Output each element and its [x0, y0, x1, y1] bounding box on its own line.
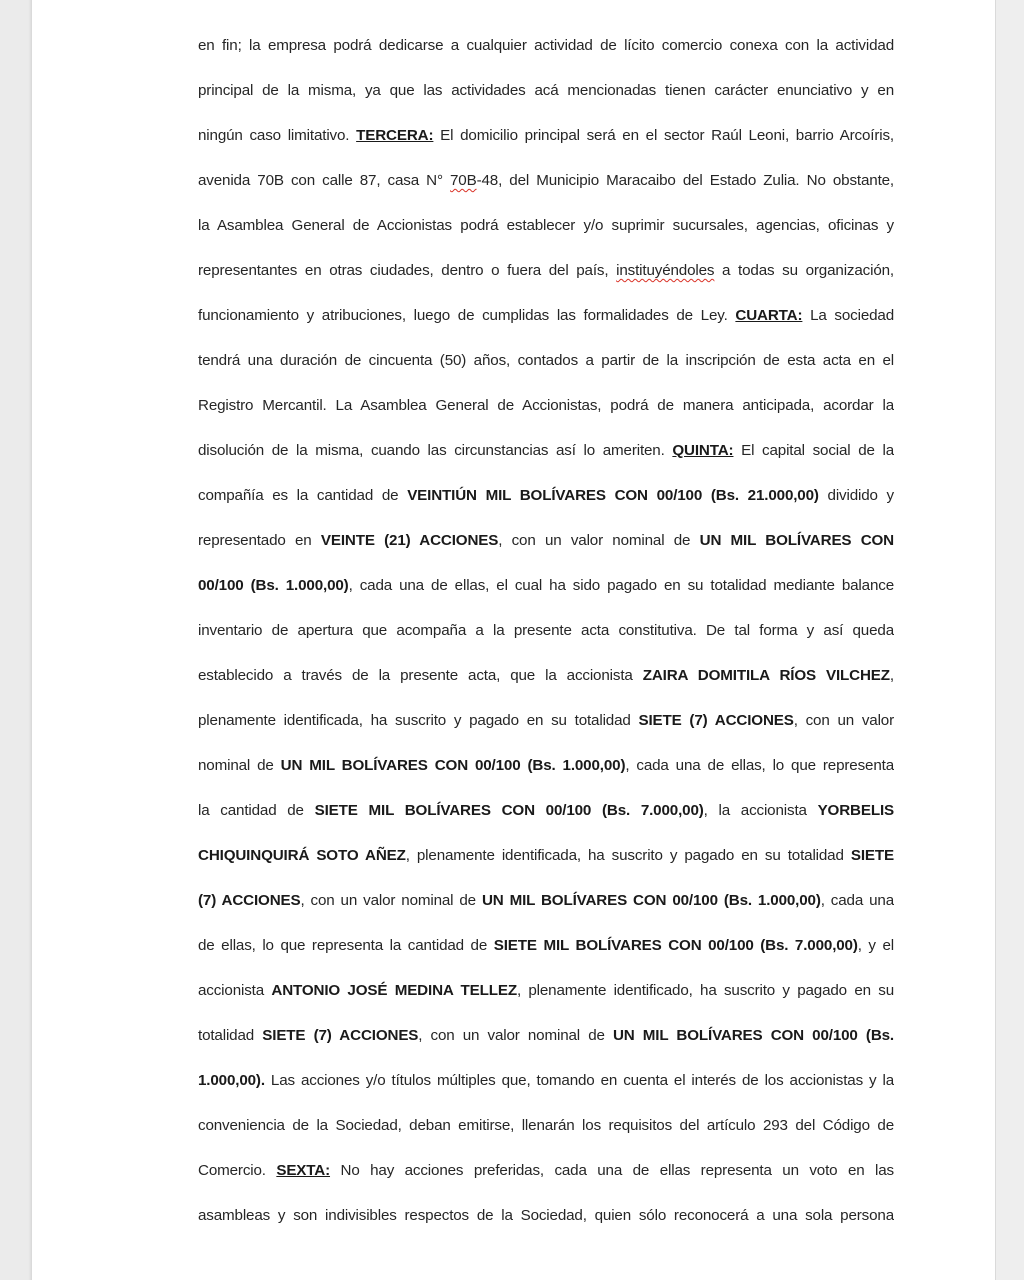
bold-text: SIETE (7) ACCIONES — [638, 712, 794, 729]
bold-text: YORBELIS — [817, 802, 894, 819]
bold-text: 00/100 (Bs. 1.000,00) — [198, 577, 349, 594]
text-segment: asambleas y son indivisibles respectos de la Sociedad, quien sólo reconocerá a una sola persona — [198, 1207, 894, 1224]
text-segment: La sociedad — [802, 307, 894, 324]
bold-text: ZAIRA DOMITILA RÍOS VILCHEZ — [642, 667, 890, 684]
bold-text: 1.000,00). — [198, 1072, 265, 1089]
text-line — [198, 211, 894, 256]
text-segment: compañía es la cantidad de — [198, 487, 408, 504]
text-segment: , y el — [857, 937, 894, 954]
text-line — [198, 76, 894, 121]
text-segment: totalidad — [198, 1027, 263, 1044]
bold-text: SIETE (7) ACCIONES — [262, 1027, 419, 1044]
text-line — [198, 346, 894, 391]
bold-text: (7) ACCIONES — [198, 892, 301, 909]
clause-heading: SEXTA: — [276, 1162, 331, 1179]
text-line — [198, 616, 894, 661]
text-segment: disolución de la misma, cuando las circunstancias así lo ameriten. — [198, 442, 673, 459]
text-segment: El capital social de la — [733, 442, 894, 459]
text-segment: , cada una de ellas, el cual ha sido pagado en su totalidad mediante balance — [348, 577, 894, 594]
bold-text: UN MIL BOLÍVARES CON 00/100 (Bs. 1.000,00) — [280, 757, 626, 774]
text-segment: No hay acciones preferidas, cada una de ellas representa un voto en las — [330, 1162, 894, 1179]
text-line — [198, 706, 894, 751]
bold-text: SIETE MIL BOLÍVARES CON 00/100 (Bs. 7.000,00) — [314, 802, 704, 819]
text-segment: El domicilio principal será en el sector Raúl Leoni, barrio Arcoíris, — [433, 127, 894, 144]
bold-text: UN MIL BOLÍVARES CON 00/100 (Bs. — [612, 1027, 894, 1044]
text-segment: Las acciones y/o títulos múltiples que, tomando en cuenta el interés de los accionistas y la — [264, 1072, 894, 1089]
text-segment: Registro Mercantil. La Asamblea General de Accionistas, podrá de manera anticipada, acordar la — [198, 397, 894, 414]
bold-text: SIETE — [850, 847, 894, 864]
text-segment: , plenamente identificado, ha suscrito y pagado en su — [516, 982, 894, 999]
text-line — [198, 31, 894, 76]
text-segment: establecido a través de la presente acta, que la accionista — [198, 667, 643, 684]
text-line — [198, 1156, 894, 1201]
text-segment: plenamente identificada, ha suscrito y pagado en su totalidad — [198, 712, 639, 729]
text-line — [198, 976, 894, 1021]
text-line — [198, 886, 894, 931]
text-segment: , con un valor nominal de — [300, 892, 482, 909]
bold-text: VEINTE (21) ACCIONES — [320, 532, 499, 549]
text-segment: , con un valor nominal de — [418, 1027, 613, 1044]
text-segment: la cantidad de — [198, 802, 315, 819]
text-line — [198, 661, 894, 706]
text-segment: principal de la misma, ya que las actividades acá mencionadas tienen carácter enunciativo y en — [198, 82, 894, 99]
text-segment: Comercio. — [198, 1162, 277, 1179]
text-segment: accionista — [198, 982, 272, 999]
text-segment: funcionamiento y atribuciones, luego de cumplidas las formalidades de Ley. — [198, 307, 736, 324]
text-line — [198, 481, 894, 526]
text-segment: a todas su organización, — [714, 262, 894, 279]
spelling-flagged-word: instituyéndoles — [616, 262, 715, 279]
clause-heading: CUARTA: — [735, 307, 803, 324]
text-segment: , plenamente identificada, ha suscrito y pagado en su totalidad — [405, 847, 851, 864]
text-segment: tendrá una duración de cincuenta (50) años, contados a partir de la inscripción de esta acta en el — [198, 352, 894, 369]
bold-text: VEINTIÚN MIL BOLÍVARES CON 00/100 (Bs. 21.000,00) — [407, 487, 819, 504]
text-line — [198, 1201, 894, 1246]
text-line — [198, 1111, 894, 1156]
text-segment: ningún caso limitativo. — [198, 127, 357, 144]
text-line — [198, 796, 894, 841]
text-segment: dividido y — [818, 487, 894, 504]
text-segment: en fin; la empresa podrá dedicarse a cualquier actividad de lícito comercio conexa con la actividad — [198, 37, 894, 54]
text-line — [198, 1066, 894, 1111]
text-segment: , la accionista — [703, 802, 818, 819]
bold-text: ANTONIO JOSÉ MEDINA TELLEZ — [271, 982, 517, 999]
text-segment: nominal de — [198, 757, 281, 774]
text-segment: la Asamblea General de Accionistas podrá establecer y/o suprimir sucursales, agencias, oficinas y — [198, 217, 894, 234]
text-line — [198, 436, 894, 481]
text-line — [198, 841, 894, 886]
text-segment: representado en — [198, 532, 321, 549]
text-segment: inventario de apertura que acompaña a la presente acta constitutiva. De tal forma y así queda — [198, 622, 894, 639]
text-segment: de ellas, lo que representa la cantidad de — [198, 937, 494, 954]
text-line — [198, 301, 894, 346]
clause-heading: TERCERA: — [356, 127, 434, 144]
scrollbar-track[interactable] — [996, 0, 1024, 1280]
bold-text: UN MIL BOLÍVARES CON 00/100 (Bs. 1.000,00) — [481, 892, 821, 909]
text-line — [198, 751, 894, 796]
spelling-flagged-word: 70B — [450, 172, 477, 189]
text-segment: -48, del Municipio Maracaibo del Estado Zulia. No obstante, — [476, 172, 894, 189]
bold-text: UN MIL BOLÍVARES CON — [699, 532, 894, 549]
text-line — [198, 121, 894, 166]
text-line — [198, 931, 894, 976]
text-segment: , cada una de ellas, lo que representa — [625, 757, 894, 774]
document-page — [32, 0, 995, 1280]
bold-text: CHIQUINQUIRÁ SOTO AÑEZ — [198, 847, 406, 864]
text-line — [198, 391, 894, 436]
clause-heading: QUINTA: — [672, 442, 734, 459]
text-line — [198, 526, 894, 571]
text-line — [198, 166, 894, 211]
text-segment: avenida 70B con calle 87, casa N° — [198, 172, 450, 189]
text-line — [198, 256, 894, 301]
text-segment: , — [889, 667, 894, 684]
bold-text: SIETE MIL BOLÍVARES CON 00/100 (Bs. 7.000,00) — [493, 937, 858, 954]
text-line — [198, 571, 894, 616]
text-segment: , cada una — [820, 892, 894, 909]
text-segment: representantes en otras ciudades, dentro o fuera del país, — [198, 262, 617, 279]
text-segment: , con un valor nominal de — [498, 532, 700, 549]
document-body — [198, 31, 894, 1246]
text-segment: , con un valor — [793, 712, 894, 729]
text-segment: conveniencia de la Sociedad, deban emitirse, llenarán los requisitos del artículo 293 del Código de — [198, 1117, 894, 1134]
text-line — [198, 1021, 894, 1066]
